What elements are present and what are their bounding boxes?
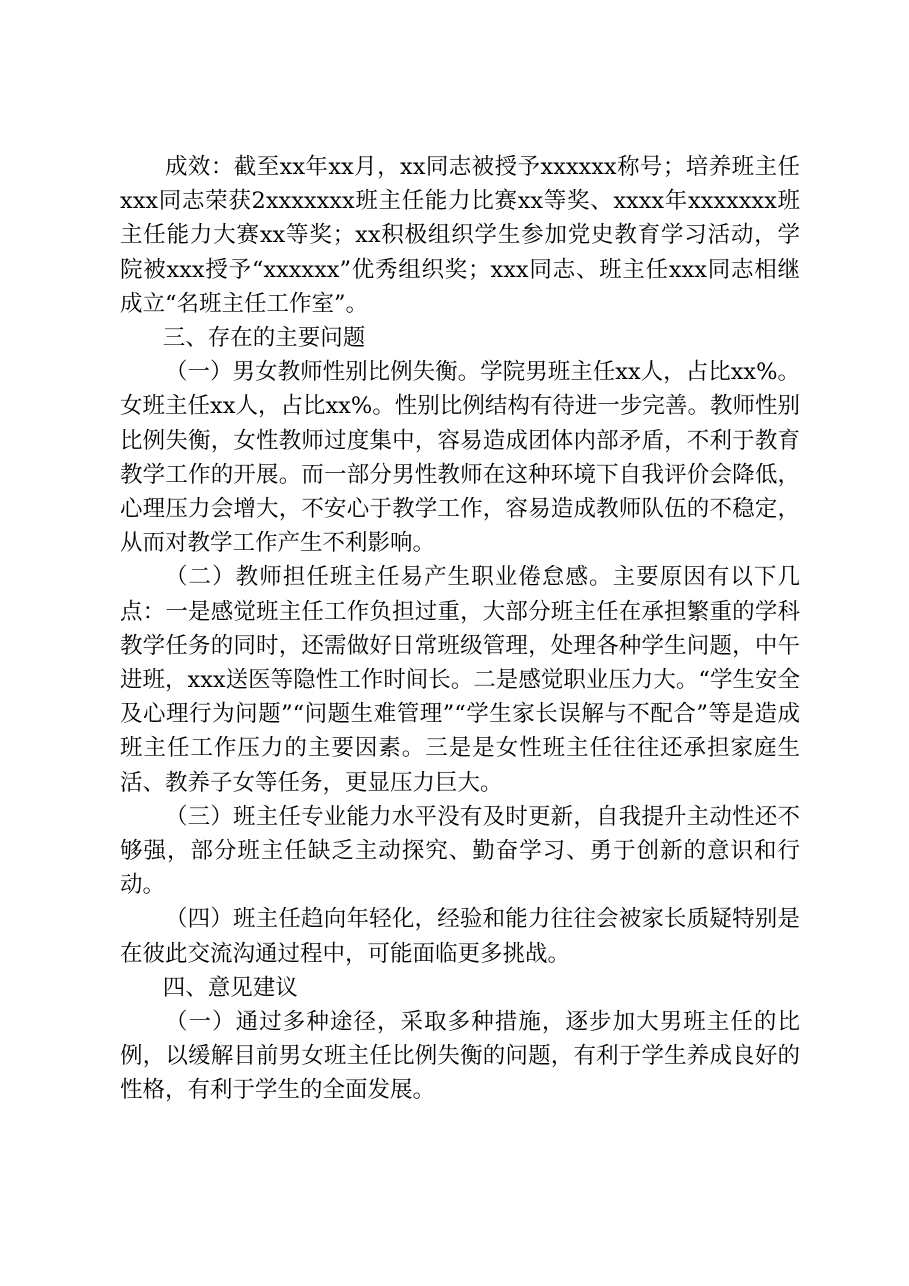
document-page (120, 150, 800, 1108)
section-heading-suggestions: 四、意见建议 (162, 974, 298, 1001)
paragraph-problem-2: （二）教师担任班主任易产生职业倦怠感。主要原因有以下几点：一是感觉班主任工作负担过重，大部分班主任在承担繁重的学科教学任务的同时，还需做好日常班级管理，处理各种学生问题，中午进班，xxx送医等隐性工作时间长。二是感觉职业压力大。“学生安全及心理行为问题”“问题生难管理”“学生家长误解与不配合”等是造成班主任工作压力的主要因素。三是是女性班主任往往还承担家庭生活、教养子女等任务，更显压力巨大。 (120, 564, 800, 796)
paragraph-problem-4: （四）班主任趋向年轻化，经验和能力往往会被家长质疑特别是在彼此交流沟通过程中，可能面临更多挑战。 (120, 906, 800, 967)
paragraph-suggestion-1: （一）通过多种途径，采取多种措施，逐步加大男班主任的比例，以缓解目前男女班主任比例失衡的问题，有利于学生养成良好的性格，有利于学生的全面发展。 (120, 1009, 800, 1104)
section-heading-problems: 三、存在的主要问题 (162, 325, 366, 352)
paragraph-problem-1: （一）男女教师性别比例失衡。学院男班主任xx人，占比xx%。女班主任xx人，占比xx%。性别比例结构有待进一步完善。教师性别比例失衡，女性教师过度集中，容易造成团体内部矛盾，不利于教育教学工作的开展。而一部分男性教师在这种环境下自我评价会降低，心理压力会增大，不安心于教学工作，容易造成教师队伍的不稳定，从而对教学工作产生不利影响。 (120, 359, 800, 557)
paragraph-results: 成效：截至xx年xx月，xx同志被授予xxxxxx称号；培养班主任xxx同志荣获2xxxxxxx班主任能力比赛xx等奖、xxxx年xxxxxxx班主任能力大赛xx等奖；xx积极组织学生参加党史教育学习活动，学院被xxx授予“xxxxxx”优秀组织奖；xxx同志、班主任xxx同志相继成立“名班主任工作室”。 (120, 154, 800, 317)
paragraph-problem-3: （三）班主任专业能力水平没有及时更新，自我提升主动性还不够强，部分班主任缺乏主动探究、勤奋学习、勇于创新的意识和行动。 (120, 803, 800, 899)
